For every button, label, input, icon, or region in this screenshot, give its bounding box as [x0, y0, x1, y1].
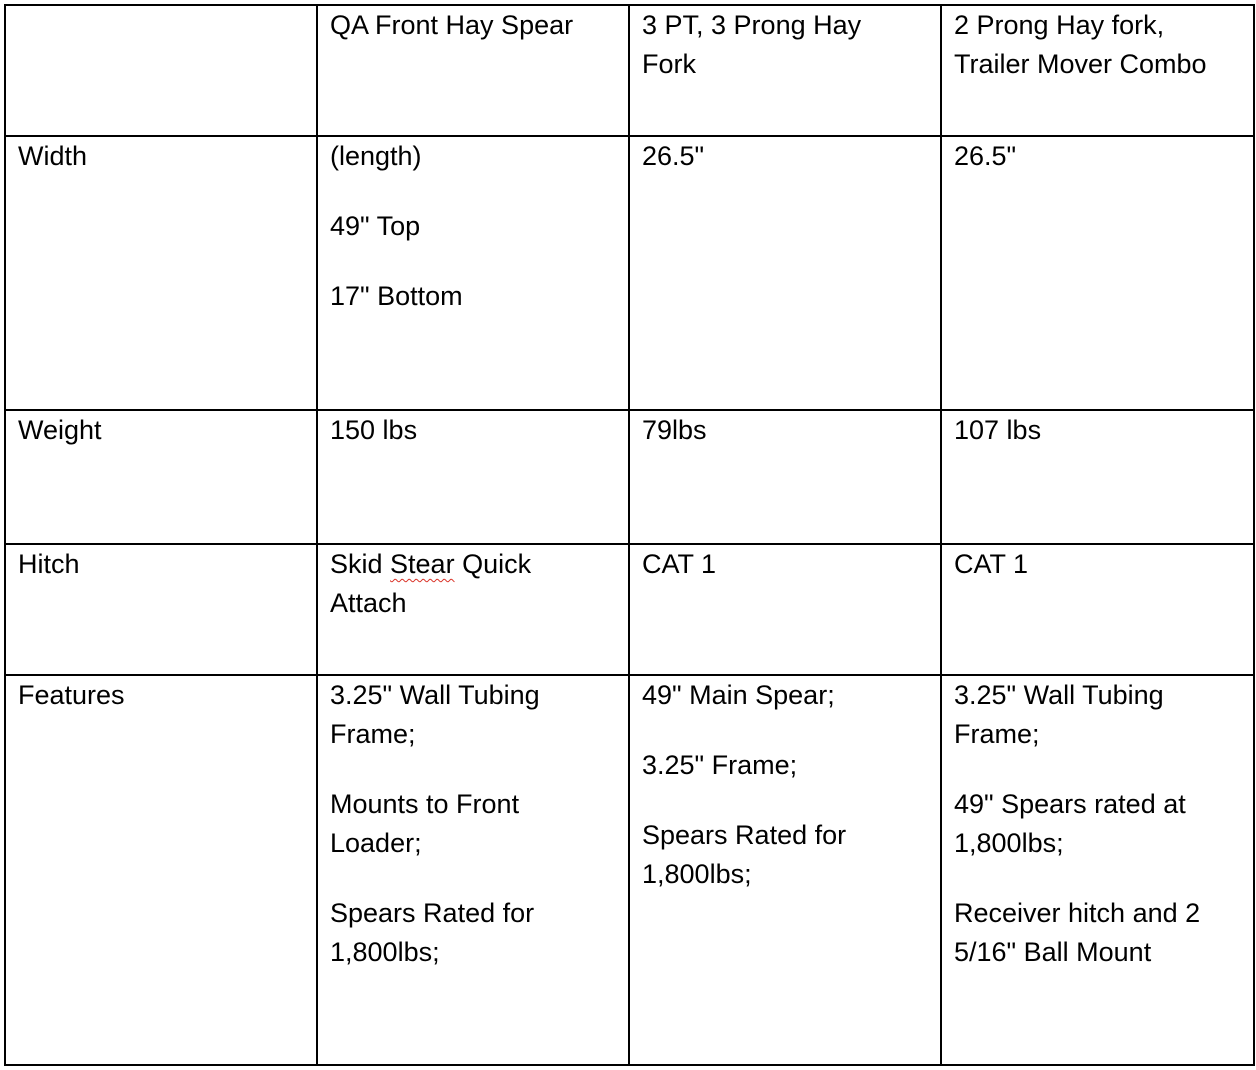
cell-features-2-prong[interactable]	[941, 675, 1254, 1065]
cell-line: Spears Rated for	[642, 820, 847, 850]
cell-line: 1,800lbs;	[330, 937, 440, 967]
cell-paragraph	[954, 676, 1241, 754]
header-cell-3pt-hay-fork[interactable]	[629, 5, 941, 136]
cell-weight-qa-front[interactable]	[317, 410, 629, 544]
cell-text: CAT 1	[642, 549, 717, 579]
cell-features-qa-front[interactable]	[317, 675, 629, 1065]
header-label-line1: 3 PT, 3 Prong Hay	[642, 10, 862, 40]
cell-paragraph	[954, 785, 1241, 863]
row-label-width[interactable]	[5, 136, 317, 410]
cell-text: 79lbs	[642, 415, 707, 445]
row-label-weight[interactable]	[5, 410, 317, 544]
row-label-text: Hitch	[18, 549, 80, 579]
cell-line: 3.25" Wall Tubing	[330, 680, 540, 710]
cell-line: Attach	[330, 588, 407, 618]
cell-paragraph: 49" Top	[330, 211, 421, 241]
cell-width-qa-front[interactable]	[317, 136, 629, 410]
cell-weight-3pt[interactable]	[629, 410, 941, 544]
cell-paragraph	[642, 746, 928, 785]
table-row-features	[5, 675, 1254, 1065]
cell-line	[330, 545, 616, 584]
cell-line: 49" Spears rated at	[954, 789, 1186, 819]
cell-line: 3.25" Frame;	[642, 750, 798, 780]
cell-line: Frame;	[330, 719, 416, 749]
cell-features-3pt[interactable]	[629, 675, 941, 1065]
row-label-text: Weight	[18, 415, 102, 445]
cell-text: 26.5"	[954, 141, 1017, 171]
cell-line: 3.25" Wall Tubing	[954, 680, 1164, 710]
cell-paragraph: 17" Bottom	[330, 281, 463, 311]
cell-text: 107 lbs	[954, 415, 1042, 445]
table-row-width	[5, 136, 1254, 410]
header-cell-2-prong-combo[interactable]	[941, 5, 1254, 136]
header-cell-empty[interactable]	[5, 5, 317, 136]
cell-paragraph: (length)	[330, 141, 422, 171]
table-row-hitch	[5, 544, 1254, 675]
cell-hitch-3pt[interactable]	[629, 544, 941, 675]
header-cell-qa-front-hay-spear[interactable]	[317, 5, 629, 136]
spec-comparison-table	[4, 4, 1255, 1066]
cell-text: Quick	[454, 549, 532, 579]
cell-text: 26.5"	[642, 141, 705, 171]
cell-hitch-2-prong[interactable]	[941, 544, 1254, 675]
cell-line: Loader;	[330, 828, 422, 858]
cell-text: 150 lbs	[330, 415, 418, 445]
row-label-text: Features	[18, 680, 125, 710]
cell-line: Receiver hitch and 2	[954, 898, 1201, 928]
table-row-weight	[5, 410, 1254, 544]
cell-line: 1,800lbs;	[954, 828, 1064, 858]
row-label-text: Width	[18, 141, 88, 171]
cell-hitch-qa-front[interactable]	[317, 544, 629, 675]
cell-line: 49" Main Spear;	[642, 680, 835, 710]
cell-line: 1,800lbs;	[642, 859, 752, 889]
cell-paragraph	[642, 676, 928, 715]
table-header-row	[5, 5, 1254, 136]
header-label-line2: Trailer Mover Combo	[954, 49, 1207, 79]
cell-line: Frame;	[954, 719, 1040, 749]
misspelled-word[interactable]: Stear	[390, 549, 455, 579]
cell-paragraph	[954, 894, 1241, 972]
cell-line: Spears Rated for	[330, 898, 535, 928]
row-label-features[interactable]	[5, 675, 317, 1065]
cell-text: Skid	[330, 549, 391, 579]
cell-paragraph	[330, 894, 616, 972]
header-label-line1: 2 Prong Hay fork,	[954, 10, 1165, 40]
header-label: QA Front Hay Spear	[330, 10, 574, 40]
cell-paragraph	[330, 785, 616, 863]
cell-paragraph	[330, 676, 616, 754]
header-label-line2: Fork	[642, 49, 696, 79]
cell-line: 5/16" Ball Mount	[954, 937, 1152, 967]
cell-text: CAT 1	[954, 549, 1029, 579]
cell-line: Mounts to Front	[330, 789, 520, 819]
cell-width-3pt[interactable]	[629, 136, 941, 410]
row-label-hitch[interactable]	[5, 544, 317, 675]
cell-weight-2-prong[interactable]	[941, 410, 1254, 544]
cell-width-2-prong[interactable]	[941, 136, 1254, 410]
cell-paragraph	[642, 816, 928, 894]
